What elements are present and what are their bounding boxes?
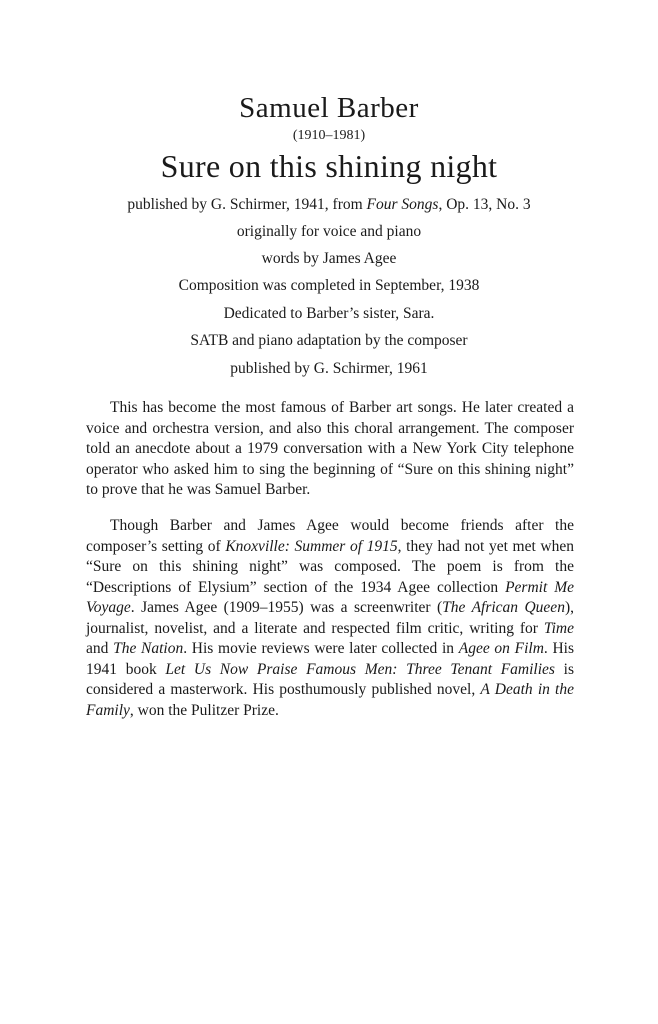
para2-italic: The African Queen <box>442 599 565 616</box>
composer-dates: (1910–1981) <box>292 128 366 143</box>
para2-italic: Knoxville: Summer of 1915 <box>225 537 398 555</box>
original-scoring: originally for voice and piano <box>236 223 422 240</box>
para2-italic: Agee on Film <box>458 640 544 657</box>
para2-text: ), journalist, novelist, and a literate and respected film critic, writing for <box>86 599 574 637</box>
body-paragraph-1: This has become the most famous of Barber art songs. He later created a voice and orchestra version, and also this choral arrangement. The composer told an anecdote about a 1979 conversation with a New York City telephone operator who asked him to sing the beginning of “Sure on this shining night” to prove that he was Samuel Barber. <box>86 399 574 498</box>
completion-line: Composition was completed in September, 1938 <box>178 277 480 294</box>
para2-text: , they had not yet met when “Sure on this shining night” was composed. The poem is from the “Descriptions of Elysium” section of the 1934 Agee collection <box>86 537 574 596</box>
para2-text: Though Barber and James Agee would become friends after the composer’s setting of <box>86 517 574 555</box>
body-paragraph-2 <box>86 516 574 721</box>
adaptation-line: SATB and piano adaptation by the composer <box>190 332 468 349</box>
para2-text: . His movie reviews were later collected in <box>183 640 459 657</box>
para2-text: . James Agee (1909–1955) was a screenwriter ( <box>130 599 443 616</box>
composer-name: Samuel Barber <box>239 92 419 124</box>
para2-italic: A Death in the Family <box>86 681 574 719</box>
para2-italic: Time <box>543 619 574 637</box>
song-title: Sure on this shining night <box>160 148 498 184</box>
para2-text: is considered a masterwork. His posthumously published novel, <box>86 660 574 698</box>
publication-work: Four Songs <box>366 196 439 213</box>
publication-prefix: published by G. Schirmer, 1941, from <box>127 196 367 213</box>
para2-italic: Let Us Now Praise Famous Men: Three Tenant Families <box>165 660 555 678</box>
para2-italic: Permit Me Voyage <box>86 578 575 616</box>
para2-text: , won the Pulitzer Prize. <box>129 701 279 719</box>
para2-text: and <box>86 640 114 657</box>
publication-line-2: published by G. Schirmer, 1961 <box>230 360 428 377</box>
lyricist-line: words by James Agee <box>261 250 397 267</box>
dedication-line: Dedicated to Barber’s sister, Sara. <box>223 305 435 322</box>
para2-italic: The Nation <box>113 640 184 657</box>
para2-text: . His 1941 book <box>86 640 574 678</box>
publication-suffix: , Op. 13, No. 3 <box>438 196 531 213</box>
publication-line <box>0 196 658 214</box>
